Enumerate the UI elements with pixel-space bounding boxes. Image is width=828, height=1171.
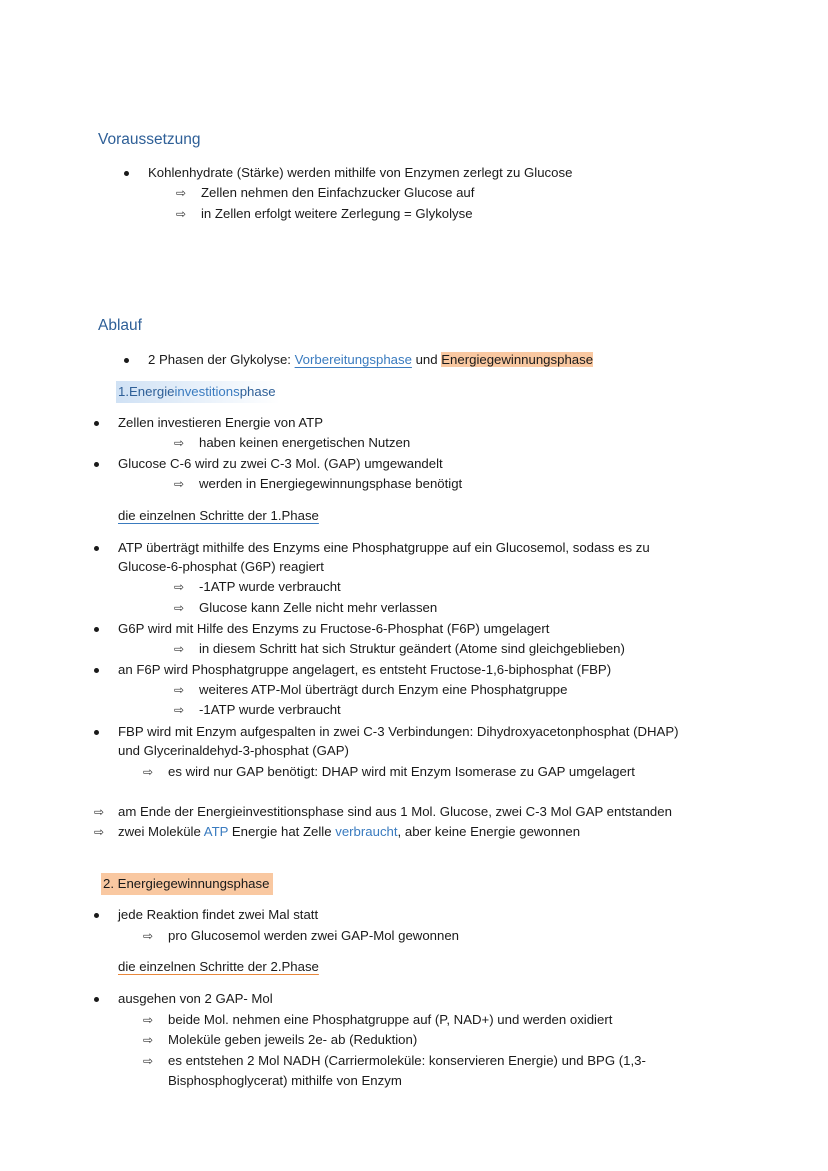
arrow-icon: ⇨ — [174, 477, 185, 491]
list-subitem: in Zellen erfolgt weitere Zerlegung = Glykolyse — [201, 206, 473, 221]
list-item: an F6P wird Phosphatgruppe angelagert, es entsteht Fructose-1,6-biphosphat (FBP) — [118, 660, 611, 680]
list-item: Kohlenhydrate (Stärke) werden mithilfe von Enzymen zerlegt zu Glucose — [148, 163, 572, 183]
summary-text: Energie hat Zelle — [228, 824, 336, 839]
arrow-icon: ⇨ — [143, 1033, 154, 1047]
heading-ablauf: Ablauf — [98, 317, 142, 334]
summary-verbraucht: verbraucht — [335, 824, 398, 839]
list-item: ausgehen von 2 GAP- Mol — [118, 989, 273, 1009]
steps-heading-phase-2: die einzelnen Schritte der 2.Phase — [118, 959, 319, 974]
list-subitem: es wird nur GAP benötigt: DHAP wird mit Enzym Isomerase zu GAP umgelagert — [168, 764, 635, 779]
list-subitem: werden in Energiegewinnungsphase benötigt — [199, 476, 463, 491]
list-subitem: -1ATP wurde verbraucht — [199, 579, 341, 594]
subheading-phase-2: 2. Energiegewinnungsphase — [101, 873, 273, 895]
list-subitem: es entstehen 2 Mol NADH (Carriermoleküle: konservieren Energie) und BPG (1,3- — [168, 1053, 646, 1068]
steps-heading-phase-1: die einzelnen Schritte der 1.Phase — [118, 508, 319, 523]
arrow-icon: ⇨ — [174, 580, 185, 594]
list-subitem: weiteres ATP-Mol überträgt durch Enzym eine Phosphatgruppe — [199, 682, 568, 697]
arrow-icon: ⇨ — [143, 1054, 154, 1068]
arrow-icon: ⇨ — [94, 805, 105, 819]
phases-prefix: 2 Phasen der Glykolyse: — [148, 352, 295, 367]
list-item-continued: Glucose-6-phosphat (G6P) reagiert — [118, 559, 324, 574]
arrow-icon: ⇨ — [174, 601, 185, 615]
summary-line: am Ende der Energieinvestitionsphase sind aus 1 Mol. Glucose, zwei C-3 Mol GAP entstanden — [118, 804, 672, 819]
heading-voraussetzung: Voraussetzung — [98, 131, 201, 148]
phase-energiegewinnung: Energiegewinnungsphase — [441, 352, 594, 367]
phase-vorbereitung: Vorbereitungsphase — [294, 352, 412, 367]
arrow-icon: ⇨ — [143, 765, 154, 779]
list-item-continued: und Glycerinaldehyd-3-phosphat (GAP) — [118, 743, 349, 758]
arrow-icon: ⇨ — [176, 186, 187, 200]
arrow-icon: ⇨ — [174, 436, 185, 450]
arrow-icon: ⇨ — [176, 207, 187, 221]
phases-and: und — [411, 352, 442, 367]
list-subitem: beide Mol. nehmen eine Phosphatgruppe auf (P, NAD+) und werden oxidiert — [168, 1012, 613, 1027]
list-subitem: Moleküle geben jeweils 2e- ab (Reduktion) — [168, 1032, 418, 1047]
arrow-icon: ⇨ — [174, 683, 185, 697]
subheading-suffix: phase — [239, 384, 276, 399]
arrow-icon: ⇨ — [94, 825, 105, 839]
list-subitem: pro Glucosemol werden zwei GAP-Mol gewonnen — [168, 928, 459, 943]
list-item — [148, 350, 593, 370]
list-item: jede Reaktion findet zwei Mal statt — [118, 905, 318, 925]
arrow-icon: ⇨ — [143, 929, 154, 943]
list-subitem-continued: Bisphosphoglycerat) mithilfe von Enzym — [168, 1073, 402, 1088]
subheading-phase-1 — [116, 381, 280, 403]
summary-line — [118, 822, 580, 842]
subheading-highlight: investitions — [174, 384, 240, 399]
list-item: G6P wird mit Hilfe des Enzyms zu Fructose-6-Phosphat (F6P) umgelagert — [118, 619, 549, 639]
summary-text: zwei Moleküle — [118, 824, 204, 839]
arrow-icon: ⇨ — [174, 703, 185, 717]
summary-atp: ATP — [203, 824, 229, 839]
summary-text: , aber keine Energie gewonnen — [397, 824, 581, 839]
list-item: Zellen investieren Energie von ATP — [118, 413, 323, 433]
list-subitem: Zellen nehmen den Einfachzucker Glucose auf — [201, 185, 475, 200]
list-item: ATP überträgt mithilfe des Enzyms eine Phosphatgruppe auf ein Glucosemol, sodass es zu — [118, 538, 650, 558]
list-subitem: in diesem Schritt hat sich Struktur geändert (Atome sind gleichgeblieben) — [199, 641, 625, 656]
list-subitem: -1ATP wurde verbraucht — [199, 702, 341, 717]
list-subitem: Glucose kann Zelle nicht mehr verlassen — [199, 600, 438, 615]
list-subitem: haben keinen energetischen Nutzen — [199, 435, 411, 450]
list-item: Glucose C-6 wird zu zwei C-3 Mol. (GAP) umgewandelt — [118, 454, 443, 474]
list-item: FBP wird mit Enzym aufgespalten in zwei C-3 Verbindungen: Dihydroxyacetonphosphat (DHAP) — [118, 722, 679, 742]
subheading-prefix: 1.Energie — [118, 384, 175, 399]
arrow-icon: ⇨ — [174, 642, 185, 656]
arrow-icon: ⇨ — [143, 1013, 154, 1027]
